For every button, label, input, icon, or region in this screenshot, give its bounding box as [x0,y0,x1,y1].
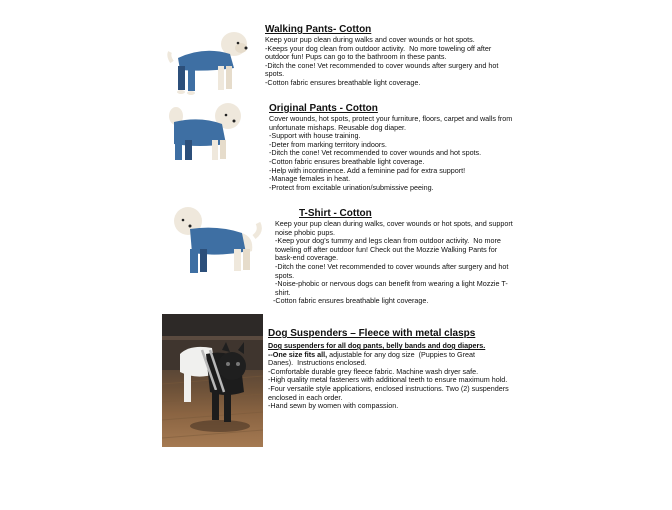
product-line: Danes). Instructions enclosed. [268,358,367,368]
product-line: Cover wounds, hot spots, protect your furniture, floors, carpet and walls from [269,114,513,123]
product-line: -Help with incontinence. Add a feminine pad for extra support! [269,165,466,175]
product-line: -Ditch the cone! Vet recommended to cover wounds after surgery and hot [273,261,509,271]
product-line: -Ditch the cone! Vet recommended to cover wounds and hot spots. [269,148,482,158]
product-line: -Keeps your dog clean from outdoor activity. No more toweling off after [265,43,492,53]
dog-walking-pants-photo [164,26,256,96]
product-line: -Support with house training. [269,131,361,141]
product-line: -Keep your dog’s tummy and legs clean from outdoor activity. No more [273,236,501,246]
product-line: shirt. [273,287,291,297]
product-subhead: Dog suspenders for all dog pants, belly bands and dog diapers. [268,341,486,350]
product-line: -Four versatile style applications, enclosed instructions. Two (2) suspenders [268,383,509,393]
product-walking-pants [265,24,505,88]
product-line: -Manage females in heat. [269,174,351,184]
product-line: -Protect from excitable urination/submissive peeing. [269,182,434,192]
product-line: -Deter from marking territory indoors. [269,139,387,149]
bold-lead: --One size fits all, [268,349,328,359]
product-line: -Cotton fabric ensures breathable light coverage. [265,77,421,87]
product-line: spots. [265,69,285,79]
product-title: Original Pants - Cotton [269,103,378,114]
product-line: outdoor fun! Pups can go to the bathroom in these pants. [265,52,447,62]
product-original-pants [269,103,519,192]
product-title: T-Shirt - Cotton [299,208,372,219]
product-line: enclosed in each order. [268,392,343,402]
dog-original-pants-photo [166,100,246,166]
lead-rest: adjustable for any dog size (Puppies to Great [327,349,475,359]
product-line: -Comfortable durable grey fleece fabric. Machine wash dryer safe. [268,366,479,376]
product-line: toweling off after outdoor fun! Check out the Mozzie Walking Pants for [273,244,498,254]
product-title: Walking Pants- Cotton [265,24,372,35]
product-line: -Cotton fabric ensures breathable light coverage. [269,156,425,166]
product-tshirt [273,208,523,306]
product-line: unfortunate mishaps. Reusable dog diaper. [269,122,407,132]
dog-tshirt-photo [168,203,264,277]
dog-suspenders-photo [162,314,263,447]
product-line: spots. [273,270,295,280]
product-line: -Ditch the cone! Vet recommended to cover wounds after surgery and hot [265,60,499,70]
product-line: -Cotton fabric ensures breathable light coverage. [273,296,429,306]
product-line: -Hand sewn by women with compassion. [268,401,399,411]
product-line: -High quality metal fasteners with additional teeth to ensure maximum hold. [268,375,508,385]
product-line: Keep your pup clean during walks and cover wounds or hot spots. [265,35,475,44]
product-line: noise phobic pups. [273,227,335,237]
product-suspenders [268,328,528,411]
product-title: Dog Suspenders – Fleece with metal clasps [268,328,476,339]
product-line: Keep your pup clean during walks, cover wounds or hot spots, and support [273,219,513,228]
product-line: bask-end coverage. [273,253,339,263]
product-line: -Noise-phobic or nervous dogs can benefit from wearing a light Mozzie T- [273,279,508,289]
